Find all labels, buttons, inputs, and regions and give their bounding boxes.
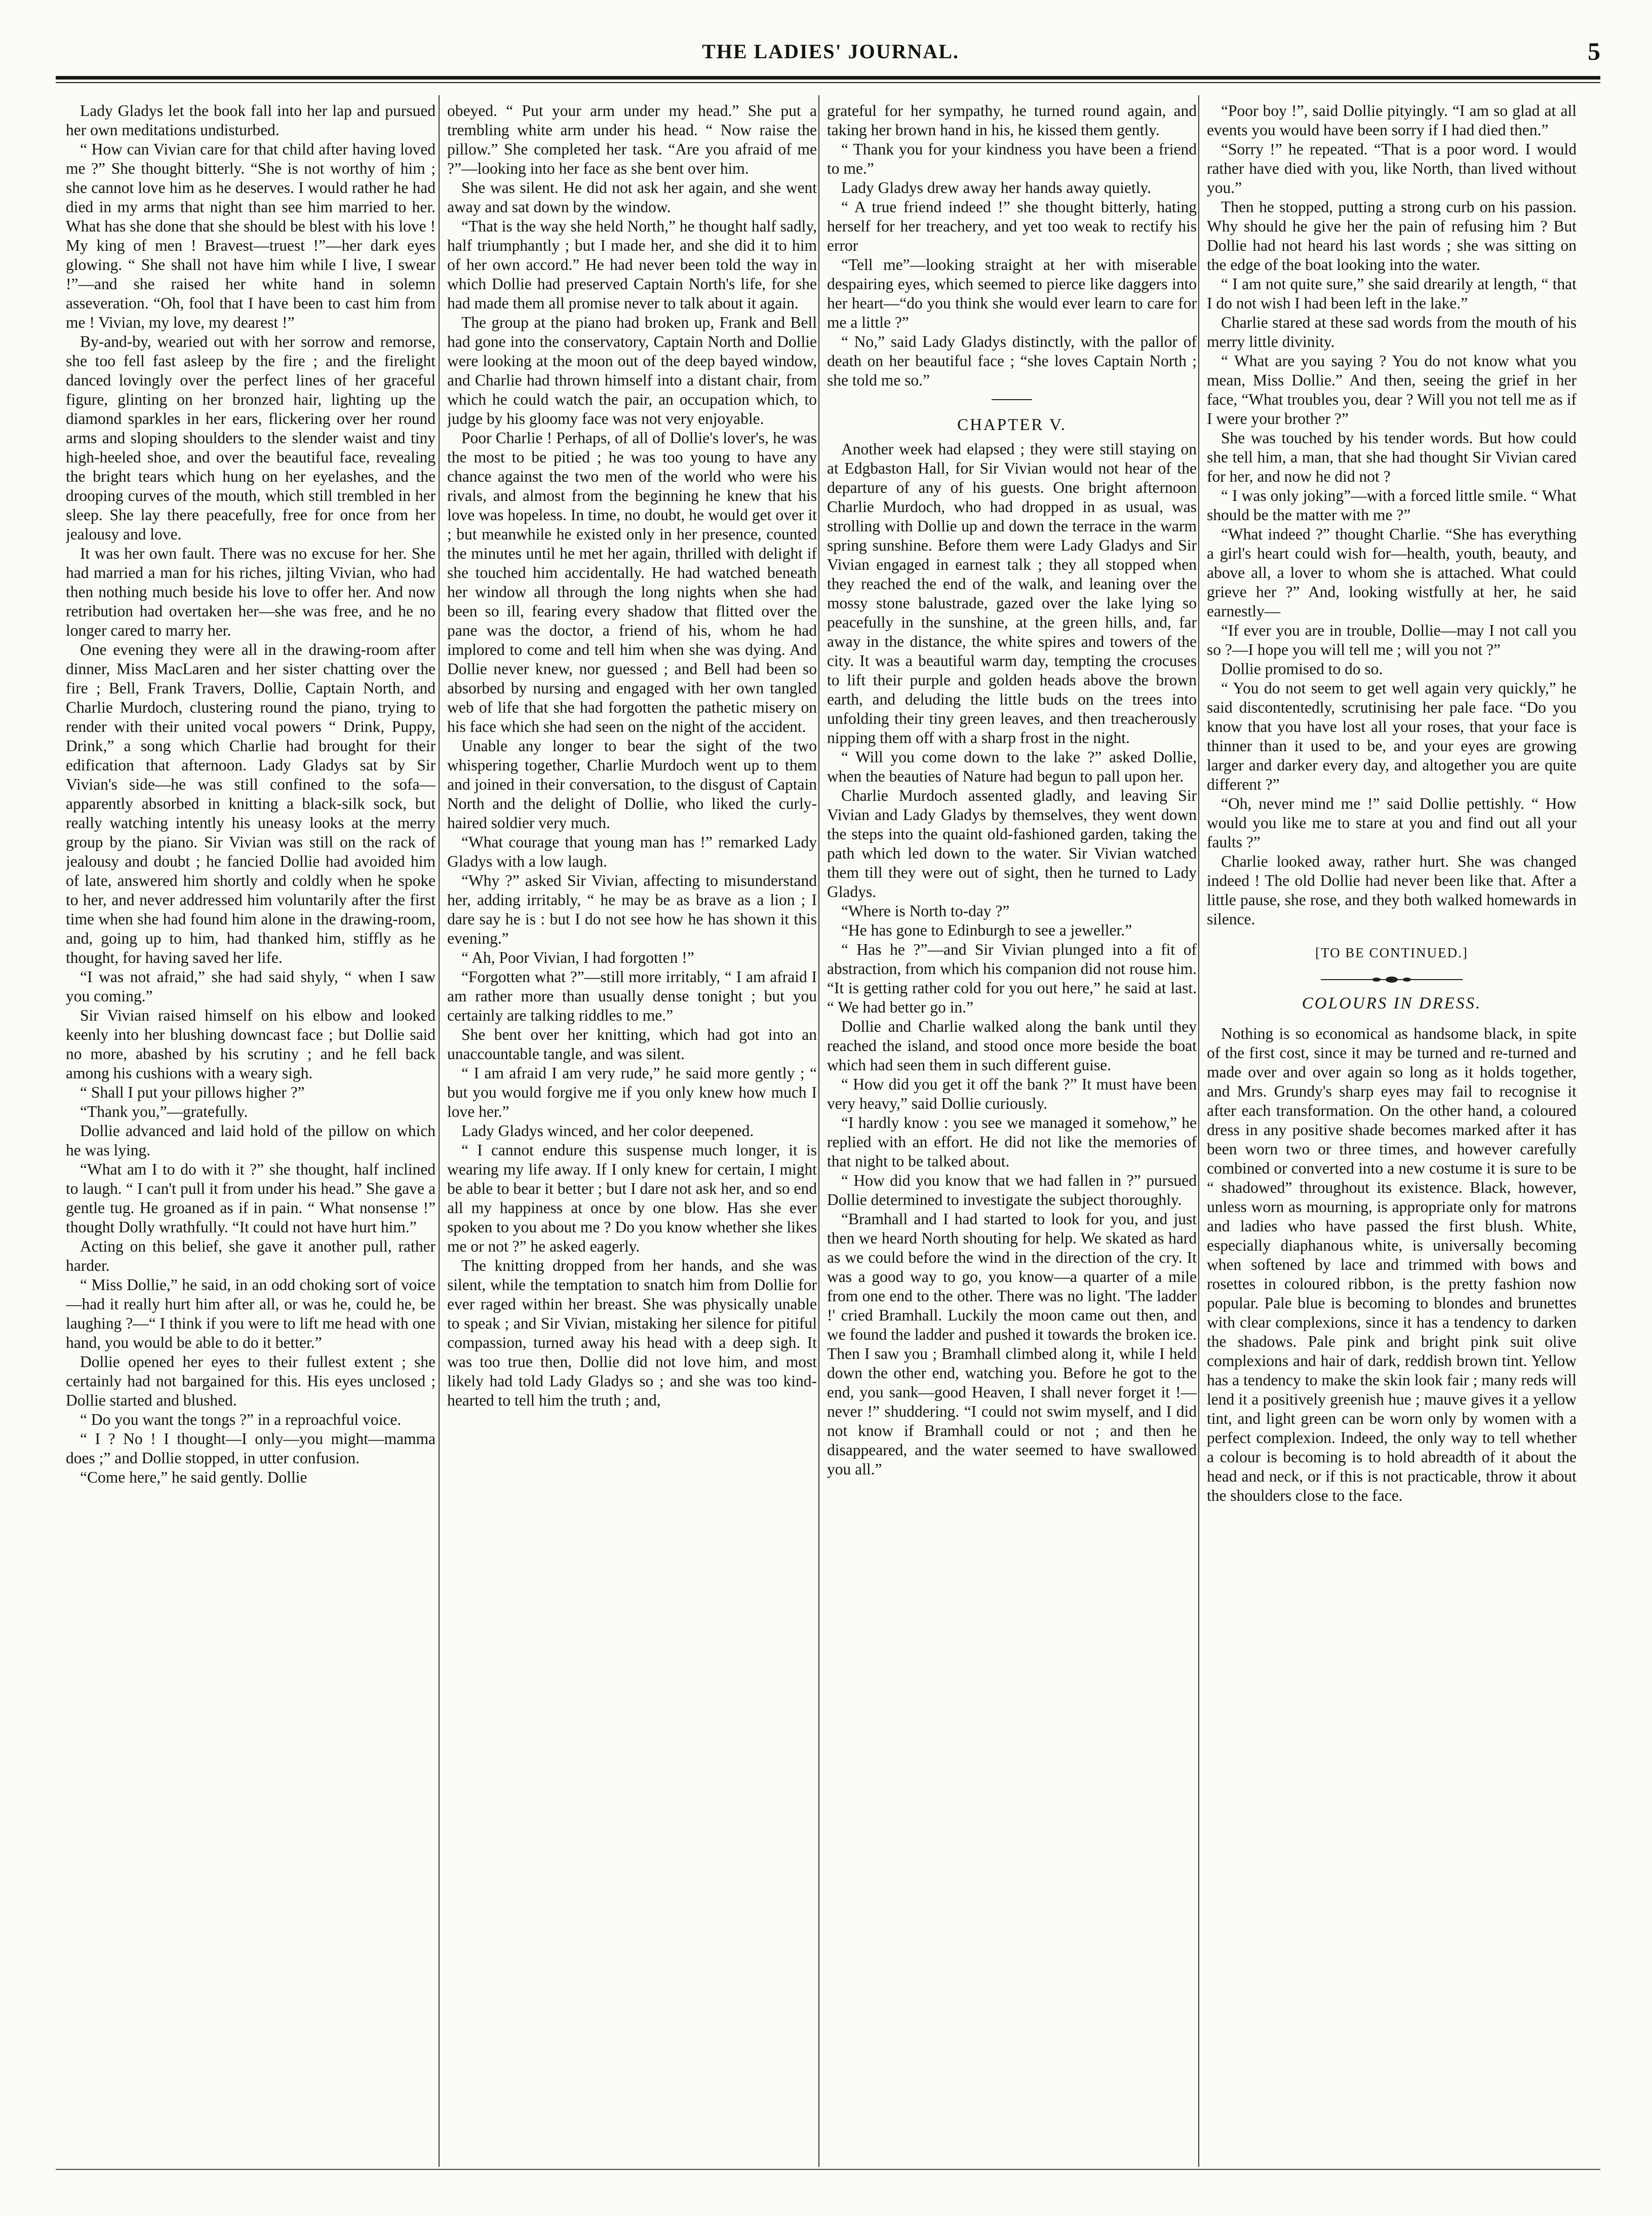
ornament-divider [1316, 975, 1468, 985]
chapter-heading: CHAPTER V. [957, 416, 1067, 434]
paragraph: “Poor boy !”, said Dollie pityingly. “I am so glad at all events you would have been sorry if I had died then.” [1207, 102, 1577, 139]
paragraph: “Come here,” he said gently. Dollie [80, 1468, 307, 1486]
paragraph: Dollie promised to do so. [1221, 660, 1383, 678]
paragraph: grateful for her sympathy, he turned round again, and taking her brown hand in his, he kissed them gently. [827, 102, 1197, 139]
paragraph: Poor Charlie ! Perhaps, of all of Dollie's lover's, he was the most to be pitied ; he was too young to have any chance against the two men of the world who were his rivals, and almost from the beginning he knew that his love was hopeless. In time, no doubt, he would get over it ; but meanwhile he existed only in her presence, counted the minutes until he met her again, thrilled with delight if she touched him accidentally. He had watched beneath her window all through the long nights when she had been so ill, fearing every shadow that flitted over the pane was the doctor, a friend of his, whom he had implored to come and tell him when she was dying. And Dollie never knew, nor guessed ; and Bell had been so absorbed by nursing and engaged with her own tangled web of life that she had forgotten the pathetic misery on his face which she had seen on the night of the accident. [447, 429, 817, 735]
paragraph: Acting on this belief, she gave it another pull, rather harder. [66, 1237, 436, 1274]
paragraph: “What indeed ?” thought Charlie. “She has everything a girl's heart could wish for—health, youth, beauty, and above all, a lover to whom she is attached. What could grieve her ?” And, looking wistfully at her, he said earnestly— [1207, 525, 1577, 620]
paragraph: “What am I to do with it ?” she thought, half inclined to laugh. “ I can't pull it from under his head.” She gave a gentle tug. He groaned as if in pain. “ What nonsense !” thought Dolly wrathfully. “It could not have hurt him.” [66, 1160, 436, 1236]
paragraph: “If ever you are in trouble, Dollie—may I not call you so ?—I hope you will tell me ; will you not ?” [1207, 621, 1577, 658]
paragraph: She was touched by his tender words. But how could she tell him, a man, that she had thought Sir Vivian cared for her, and now he did not ? [1207, 429, 1577, 485]
paragraph: Charlie stared at these sad words from the mouth of his merry little divinity. [1207, 314, 1577, 351]
to-be-continued: [TO BE CONTINUED.] [1315, 945, 1468, 960]
paragraph: Dollie and Charlie walked along the bank until they reached the island, and stood once more beside the boat which had seen them in such different guise. [827, 1018, 1197, 1074]
column-divider [818, 95, 819, 2167]
paragraph: Dollie opened her eyes to their fullest extent ; she certainly had not bargained for this. His eyes unclosed ; Dollie started and blushed. [66, 1353, 436, 1409]
paragraph: “I hardly know : you see we managed it somehow,” he replied with an effort. He did not like the memories of that night to be talked about. [827, 1114, 1197, 1170]
column-divider [1198, 95, 1199, 2167]
text-column-1 [66, 101, 436, 2158]
paragraph: “Tell me”—looking straight at her with miserable despairing eyes, which seemed to pierce like daggers into her heart—“do you think she would ever learn to care for me a little ?” [827, 256, 1197, 331]
paragraph: “ Will you come down to the lake ?” asked Dollie, when the beauties of Nature had begun to pall upon her. [827, 748, 1197, 785]
paragraph: “I was not afraid,” she had said shyly, “ when I saw you coming.” [66, 968, 436, 1005]
paragraph: Nothing is so economical as handsome black, in spite of the first cost, since it may be turned and re-turned and made over and over again so long as it holds together, and Mrs. Grundy's sharp eyes may fail to recognise it after each transformation. On the other hand, a coloured dress in any positive shade becomes marked after it has been worn two or three times, and however carefully combined or converted into a new costume it is sure to be “ shadowed” throughout its existence. Black, however, unless worn as mourning, is appropriate only for matrons and ladies who have passed the first blush. White, especially diaphanous white, is universally becoming when softened by lace and trimmed with bows and rosettes in coloured ribbon, is the pretty fashion now popular. Pale blue is becoming to blondes and brunettes with clear complexions, since it has a tendency to darken the shadows. Pale pink and bright pink suit olive complexions and hair of dark, reddish brown tint. Yellow has a tendency to make the skin look fair ; many reds will lend it a positively greenish hue ; mauve gives it a yellow tint, and light green can be worn only by women with a perfect complexion. Indeed, the only way to tell whether a colour is becoming is to hold abreadth of it about the head and neck, or if this is not practicable, throw it about the shoulders close to the face. [1207, 1025, 1577, 1504]
paragraph: The knitting dropped from her hands, and she was silent, while the temptation to snatch him from Dollie for ever raged within her breast. She was physically unable to speak ; and Sir Vivian, mistaking her silence for pitiful compassion, turned away his head with a deep sigh. It was too true then, Dollie did not love him, and most likely had told Lady Gladys so ; and she was too kind-hearted to tell him the truth ; and, [447, 1257, 817, 1409]
paragraph: “ Shall I put your pillows higher ?” [80, 1083, 305, 1101]
paragraph: Lady Gladys let the book fall into her lap and pursued her own meditations undisturbed. [66, 102, 436, 139]
paragraph: Dollie advanced and laid hold of the pillow on which he was lying. [66, 1122, 436, 1159]
paragraph: “What courage that young man has !” remarked Lady Gladys with a low laugh. [447, 833, 817, 870]
paragraph: Charlie Murdoch assented gladly, and leaving Sir Vivian and Lady Gladys by themselves, they went down the steps into the quaint old-fashioned garden, taking the path which led down to the water. Sir Vivian watched them till they were out of sight, then he turned to Lady Gladys. [827, 787, 1197, 901]
paragraph: “ How did you know that we had fallen in ?” pursued Dollie determined to investigate the subject thoroughly. [827, 1172, 1197, 1209]
paragraph: “ I cannot endure this suspense much longer, it is wearing my life away. If I only knew for certain, I might be able to bear it better ; but I dare not ask her, and so end all my happiness at once by one blow. Has she ever spoken to you about me ? Do you know whether she likes me or not ?” he asked eagerly. [447, 1141, 817, 1255]
header-rule [56, 76, 1600, 80]
header-rule-thin [56, 82, 1600, 83]
paragraph: Unable any longer to bear the sight of the two whispering together, Charlie Murdoch went up to them and joined in their conversation, to the disgust of Captain North and the delight of Dollie, who liked the curly-haired soldier very much. [447, 737, 817, 832]
paragraph: “ Ah, Poor Vivian, I had forgotten !” [461, 949, 694, 966]
page-number: 5 [1588, 37, 1600, 65]
paragraph: “ A true friend indeed !” she thought bitterly, hating herself for her treachery, and yet too weak to rectify his error [827, 198, 1197, 254]
chapter-divider [992, 399, 1032, 400]
paragraph: “ How can Vivian care for that child after having loved me ?” She thought bitterly. “She is not worthy of him ; she cannot love him as he deserves. I would rather he had died in my arms that night than see him married to her. What has she done that she should be blest with his love ! My king of men ! Bravest—truest !”—her dark eyes glowing. “ She shall not have him while I live, I swear !”—and she raised her white hand in solemn asseveration. “Oh, fool that I have been to cast him from me ! Vivian, my love, my dearest !” [66, 140, 436, 331]
paragraph: “That is the way she held North,” he thought half sadly, half triumphantly ; but I made her, and she did it to him of her own accord.” He had never been told the way in which Dollie had preserved Captain North's life, for she had made them all promise never to talk about it again. [447, 217, 817, 312]
paragraph: “ I was only joking”—with a forced little smile. “ What should be the matter with me ?” [1207, 487, 1577, 524]
paragraph: Sir Vivian raised himself on his elbow and looked keenly into her blushing downcast face ; but Dollie said no more, abashed by his scrutiny ; and he fell back among his cushions with a weary sigh. [66, 1006, 436, 1082]
section-title: COLOURS IN DRESS. [1302, 994, 1482, 1013]
paragraph: Another week had elapsed ; they were still staying on at Edgbaston Hall, for Sir Vivian would not hear of the departure of any of his guests. One bright afternoon Charlie Murdoch, who had dropped in as usual, was strolling with Dollie up and down the terrace in the warm spring sunshine. Before them were Lady Gladys and Sir Vivian engaged in earnest talk ; they all stopped when they reached the end of the walk, and leaning over the mossy stone balustrade, gazed over the lake lying so peacefully in the sunshine, at the green hills, and, far away in the distance, the white spires and towers of the city. It was a beautiful warm day, tempting the crocuses to lift their purple and golden heads above the brown earth, and deluding the little buds on the trees into unfolding their tiny green leaves, and then treacherously nipping them off with a sharp frost in the night. [827, 440, 1197, 747]
paragraph: “ You do not seem to get well again very quickly,” he said discontentedly, scrutinising her pale face. “Do you know that you have lost all your roses, that your face is thinner than it used to be, and your eyes are growing larger and darker every day, and altogether you are quite different ?” [1207, 679, 1577, 793]
column-divider [439, 95, 440, 2167]
paragraph: “ Has he ?”—and Sir Vivian plunged into a fit of abstraction, from which his companion did not rouse him. “It is getting rather cold for you out here,” he said at last. “ We had better go in.” [827, 941, 1197, 1016]
text-column-2 [447, 101, 817, 2158]
paragraph: “Forgotten what ?”—still more irritably, “ I am afraid I am rather more than usually dense tonight ; but you certainly are talking riddles to me.” [447, 968, 817, 1024]
journal-title: THE LADIES' JOURNAL. [702, 40, 959, 63]
paragraph: “ Thank you for your kindness you have been a friend to me.” [827, 140, 1197, 177]
paragraph: “Where is North to-day ?” [841, 902, 1010, 920]
paragraph: One evening they were all in the drawing-room after dinner, Miss MacLaren and her sister chatting over the fire ; Bell, Frank Travers, Dollie, Captain North, and Charlie Murdoch, clustering round the piano, trying to render with their united vocal powers “ Drink, Puppy, Drink,” a song which Charlie had brought for their edification that afternoon. Lady Gladys sat by Sir Vivian's side—he was still confined to the sofa—apparently absorbed in knitting a black-silk sock, but really watching intently his uneasy looks at the merry group by the piano. Sir Vivian was still on the rack of jealousy and doubt ; he fancied Dollie had avoided him of late, answered him shortly and coldly when he spoke to her, and never addressed him voluntarily after the first time when she had found him alone in the drawing-room, and, going up to him, had thanked him, stiffly as he thought, for having saved her life. [66, 641, 436, 966]
footer-rule [56, 2169, 1600, 2170]
text-column-3 [827, 101, 1197, 2158]
paragraph: “Why ?” asked Sir Vivian, affecting to misunderstand her, adding irritably, “ he may be as brave as a lion ; I dare say he is : but I do not see how he has shown it this evening.” [447, 872, 817, 947]
paragraph: “He has gone to Edinburgh to see a jeweller.” [841, 921, 1132, 939]
paragraph: Charlie looked away, rather hurt. She was changed indeed ! The old Dollie had never been like that. After a little pause, she rose, and they both walked homewards in silence. [1207, 852, 1577, 928]
paragraph: The group at the piano had broken up, Frank and Bell had gone into the conservatory, Captain North and Dollie were looking at the moon out of the deep bayed window, and Charlie had thrown himself into a distant chair, from which he could watch the pair, an occupation which, to judge by his gloomy face was not very enjoyable. [447, 314, 817, 427]
paragraph: “ Miss Dollie,” he said, in an odd choking sort of voice—had it really hurt him after all, or was he, could he, be laughing ?—“ I think if you were to lift me head with one hand, you would be able to do it better.” [66, 1276, 436, 1351]
paragraph: obeyed. “ Put your arm under my head.” She put a trembling white arm under his head. “ Now raise the pillow.” She completed her task. “Are you afraid of me ?”—looking into her face as she bent over him. [447, 102, 817, 177]
paragraph: Lady Gladys winced, and her color deepened. [461, 1122, 754, 1140]
paragraph: “Oh, never mind me !” said Dollie pettishly. “ How would you like me to stare at you and find out all your faults ?” [1207, 795, 1577, 851]
text-column-4 [1207, 101, 1577, 2158]
paragraph: Then he stopped, putting a strong curb on his passion. Why should he give her the pain of refusing him ? But Dollie had not heard his last words ; she was sitting on the edge of the boat looking into the water. [1207, 198, 1577, 274]
paragraph: “ I am afraid I am very rude,” he said more gently ; “ but you would forgive me if you only knew how much I love her.” [447, 1064, 817, 1120]
paragraph: “ I ? No ! I thought—I only—you might—mamma does ;” and Dollie stopped, in utter confusion. [66, 1430, 436, 1467]
paragraph: “Thank you,”—gratefully. [80, 1103, 248, 1120]
paragraph: “Bramhall and I had started to look for you, and just then we heard North shouting for help. We skated as hard as we could before the wind in the direction of the cry. It was a good way to go, you know—a quarter of a mile from one end to the other. There was no light. 'The ladder !' cried Bramhall. Luckily the moon came out then, and we found the ladder and pushed it towards the broken ice. Then I saw you ; Bramhall climbed along it, while I held down the other end, watching you. Before he got to the end, you sank—good Heaven, I shall never forget it !—never !” shuddering. “I could not swim myself, and I did not know if Bramhall could or not ; and then he disappeared, and the water seemed to have swallowed you all.” [827, 1210, 1197, 1478]
paragraph: “ Do you want the tongs ?” in a reproachful voice. [80, 1411, 402, 1428]
paragraph: It was her own fault. There was no excuse for her. She had married a man for his riches, jilting Vivian, who had then nothing much beside his love to offer her. And now retribution had overtaken her—she was free, and he no longer cared to marry her. [66, 545, 436, 639]
paragraph: She was silent. He did not ask her again, and she went away and sat down by the window. [447, 179, 817, 216]
paragraph: Lady Gladys drew away her hands away quietly. [841, 179, 1152, 197]
paragraph: “ I am not quite sure,” she said drearily at length, “ that I do not wish I had been left in the lake.” [1207, 275, 1577, 312]
paragraph: By-and-by, wearied out with her sorrow and remorse, she too fell fast asleep by the fire ; and the firelight danced lovingly over the perfect lines of her graceful figure, glinting on her bronzed hair, lighting up the diamond sparkles in her ears, flickering over her round arms and sloping shoulders to the slender waist and tiny high-heeled shoe, and over the beautiful face, revealing the bright tears which hung on her eyelashes, and the drooping curves of the mouth, which still trembled in her sleep. She lay there peacefully, free for once from her jealousy and love. [66, 333, 436, 543]
paragraph: “ What are you saying ? You do not know what you mean, Miss Dollie.” And then, seeing the grief in her face, “What troubles you, dear ? Will you not tell me as if I were your brother ?” [1207, 352, 1577, 427]
paragraph: She bent over her knitting, which had got into an unaccountable tangle, and was silent. [447, 1026, 817, 1063]
paragraph: “Sorry !” he repeated. “That is a poor word. I would rather have died with you, like North, than lived without you.” [1207, 140, 1577, 197]
paragraph: “ No,” said Lady Gladys distinctly, with the pallor of death on her beautiful face ; “she loves Captain North ; she told me so.” [827, 333, 1197, 389]
masthead [61, 37, 1600, 70]
paragraph: “ How did you get it off the bank ?” It must have been very heavy,” said Dollie curiously. [827, 1075, 1197, 1112]
